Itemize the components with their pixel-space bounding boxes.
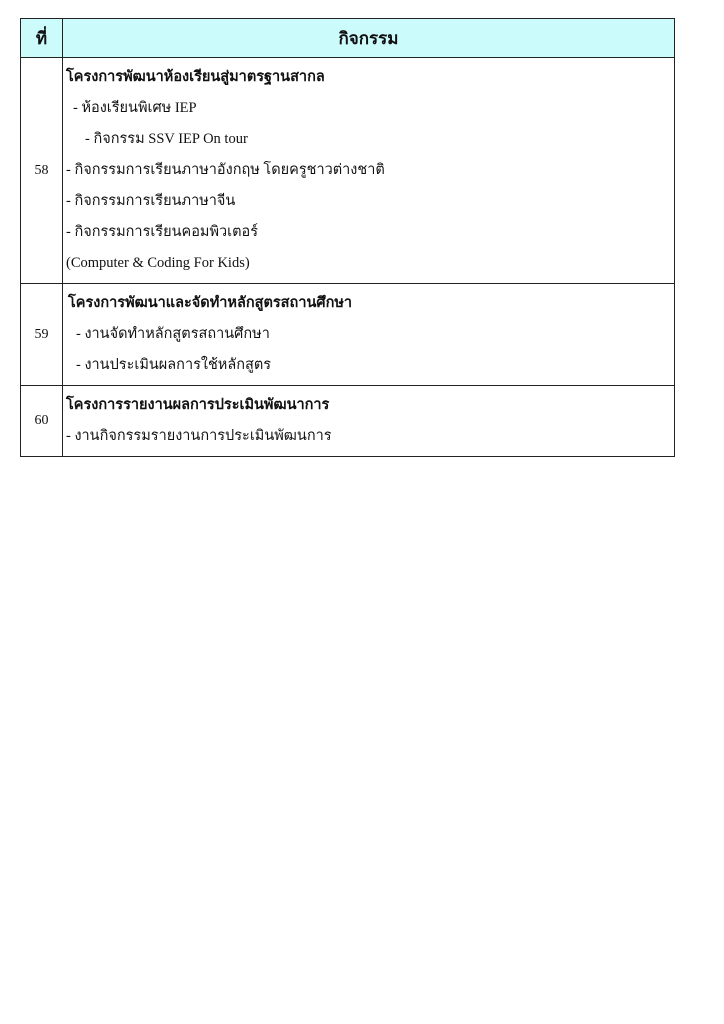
activity-item: - งานกิจกรรมรายงานการประเมินพัฒนการ <box>66 428 332 444</box>
activity-note: (Computer & Coding For Kids) <box>66 255 250 271</box>
project-title: โครงการรายงานผลการประเมินพัฒนาการ <box>66 397 330 413</box>
activity-cell <box>63 284 675 386</box>
table-row <box>21 284 675 386</box>
activity-item: - ห้องเรียนพิเศษ IEP <box>73 100 197 116</box>
header-number: ที่ <box>21 19 63 58</box>
activity-item: - กิจกรรมการเรียนภาษาจีน <box>66 193 236 209</box>
activity-item: - กิจกรรมการเรียนภาษาอังกฤษ โดยครูชาวต่างชาติ <box>66 162 385 178</box>
table-header-row <box>21 19 675 58</box>
activity-item: - กิจกรรมการเรียนคอมพิวเตอร์ <box>66 224 259 240</box>
row-number: 60 <box>21 386 63 457</box>
project-title: โครงการพัฒนาห้องเรียนสู่มาตรฐานสากล <box>66 69 325 85</box>
activity-table <box>20 18 675 457</box>
row-number: 59 <box>21 284 63 386</box>
activity-cell <box>63 386 675 457</box>
activity-item: - งานจัดทำหลักสูตรสถานศึกษา <box>76 326 270 342</box>
table-row <box>21 386 675 457</box>
table-row <box>21 58 675 284</box>
activity-item: - งานประเมินผลการใช้หลักสูตร <box>76 357 272 373</box>
row-number: 58 <box>21 58 63 284</box>
activity-cell <box>63 58 675 284</box>
activity-subitem: - กิจกรรม SSV IEP On tour <box>85 131 248 147</box>
project-title: โครงการพัฒนาและจัดทำหลักสูตรสถานศึกษา <box>68 295 353 311</box>
header-activity: กิจกรรม <box>63 19 675 58</box>
